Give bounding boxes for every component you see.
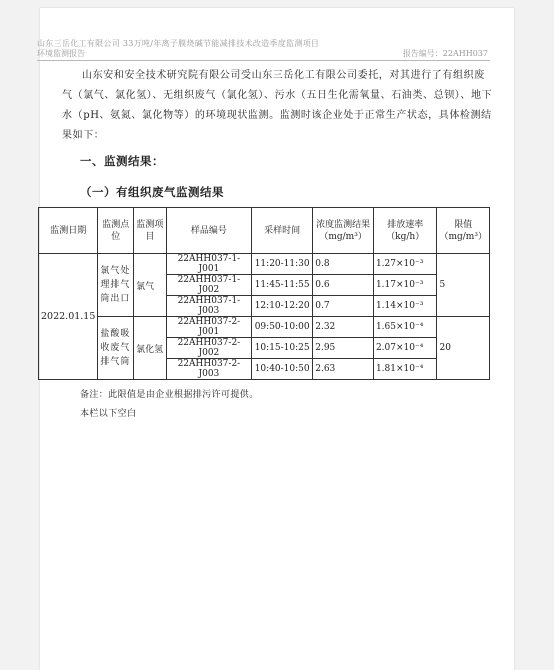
header-limit [437, 208, 490, 254]
header-limit-unit: （mg/m³） [439, 231, 487, 242]
cell-sample: 22AHH037-1-J003 [166, 296, 251, 317]
cell-rate: 1.81×10⁻⁴ [373, 359, 437, 380]
intro-paragraph: 山东安和安全技术研究院有限公司受山东三岳化工有限公司委托，对其进行了有组织废气（氯气、氯化氢）、无组织废气（氯化氢）、污水（五日生化需氧量、石油类、总钡）、地下水（pH、氨氮、氯化物等）的环境现状监测。监测时该企业处于正常生产状态，具体检测结果如下： [62, 70, 493, 141]
cell-conc: 0.8 [313, 254, 374, 275]
cell-rate: 1.14×10⁻³ [373, 296, 437, 317]
cell-item-1: 氯气 [134, 254, 167, 317]
cell-date: 2022.01.15 [39, 254, 98, 380]
table-row [39, 317, 490, 338]
cell-sample: 22AHH037-1-J002 [166, 275, 251, 296]
cell-limit-1: 5 [437, 254, 490, 317]
header-item: 监测项目 [134, 208, 167, 254]
cell-rate: 1.65×10⁻⁴ [373, 317, 437, 338]
table-footnote: 备注：此限值是由企业根据排污许可提供。 [80, 390, 259, 400]
cell-conc: 2.32 [313, 317, 374, 338]
cell-conc: 2.95 [313, 338, 374, 359]
header-conc-label: 浓度监测结果 [316, 219, 371, 230]
table-row [39, 254, 490, 275]
cell-time: 12:10-12:20 [252, 296, 313, 317]
header-date: 监测日期 [39, 208, 98, 254]
cell-time: 10:15-10:25 [252, 338, 313, 359]
header-rate [373, 208, 437, 254]
cell-sample: 22AHH037-2-J001 [166, 317, 251, 338]
monitoring-results-table [38, 207, 490, 380]
report-header-subtitle [37, 48, 490, 61]
header-time: 采样时间 [252, 208, 313, 254]
header-rate-unit: （kg/h） [386, 231, 425, 242]
report-number: 报告编号：22AHH037 [402, 49, 488, 58]
cell-rate: 2.07×10⁻⁴ [373, 338, 437, 359]
cell-time: 09:50-10:00 [252, 317, 313, 338]
cell-time: 11:20-11:30 [252, 254, 313, 275]
header-conc [313, 208, 374, 254]
header-sample: 样品编号 [166, 208, 251, 254]
cell-conc: 2.63 [313, 359, 374, 380]
report-type: 环境监测报告 [37, 49, 85, 58]
header-rate-label: 排放速率 [387, 219, 424, 230]
cell-conc: 0.6 [313, 275, 374, 296]
cell-point-2: 盐酸吸收废气排气筒 [98, 317, 134, 380]
cell-sample: 22AHH037-1-J001 [166, 254, 251, 275]
header-point: 监测点位 [98, 208, 134, 254]
cell-sample: 22AHH037-2-J003 [166, 359, 251, 380]
section-heading-results: 一、监测结果： [80, 154, 164, 168]
cell-conc: 0.7 [313, 296, 374, 317]
cell-time: 10:40-10:50 [252, 359, 313, 380]
table-header-row [39, 208, 490, 254]
cell-rate: 1.27×10⁻³ [373, 254, 437, 275]
cell-point-1: 氯气处理排气筒出口 [98, 254, 134, 317]
report-header-title: 山东三岳化工有限公司 33万吨/年离子膜烧碱节能减排技术改造季度监测项目 [37, 39, 320, 48]
subsection-heading-organized-gas: （一）有组织废气监测结果 [80, 185, 224, 199]
header-limit-label: 限值 [454, 219, 473, 230]
cell-item-2: 氯化氢 [134, 317, 167, 380]
header-conc-unit: （mg/m³） [319, 231, 367, 242]
cell-sample: 22AHH037-2-J002 [166, 338, 251, 359]
cell-rate: 1.17×10⁻³ [373, 275, 437, 296]
blank-below-note: 本栏以下空白 [80, 409, 137, 419]
cell-limit-2: 20 [437, 317, 490, 380]
cell-time: 11:45-11:55 [252, 275, 313, 296]
